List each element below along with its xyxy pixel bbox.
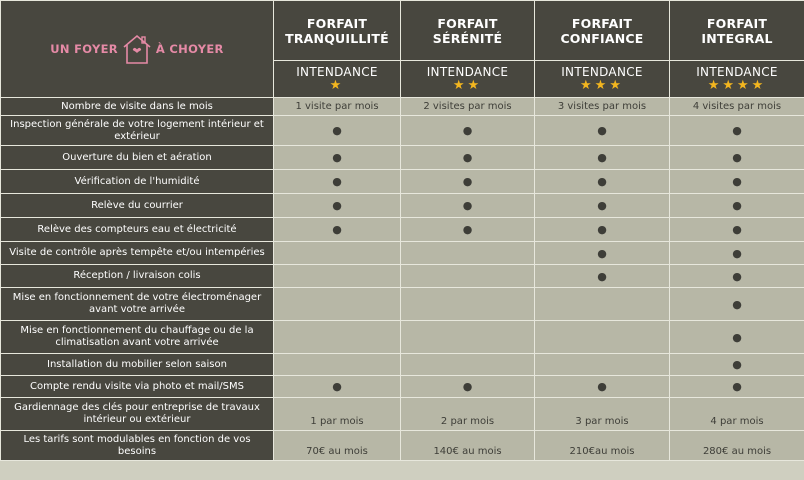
included-dot-icon: ● xyxy=(670,321,804,354)
table-row xyxy=(1,265,804,288)
table-row xyxy=(1,218,804,242)
included-dot-icon: ● xyxy=(670,170,804,194)
brand-logo xyxy=(5,33,269,65)
tier-title-line2: CONFIANCE xyxy=(560,30,644,46)
included-dot-icon: ● xyxy=(274,170,401,194)
row-label: Relève des compteurs eau et électricité xyxy=(1,218,274,242)
table-row xyxy=(1,242,804,265)
brand-text-left: UN FOYER xyxy=(50,42,118,56)
included-dot-icon: ● xyxy=(670,116,804,146)
row-label: Nombre de visite dans le mois xyxy=(1,98,274,116)
table-row xyxy=(1,116,804,146)
tier-title-line2: INTEGRAL xyxy=(701,30,773,46)
features-body xyxy=(1,98,804,461)
row-label: Compte rendu visite via photo et mail/SMS xyxy=(1,376,274,398)
row-label: Installation du mobilier selon saison xyxy=(1,354,274,376)
table-cell: 140€ au mois xyxy=(401,431,535,461)
table-row xyxy=(1,170,804,194)
included-dot-icon: ● xyxy=(401,170,535,194)
tier-title-line2: TRANQUILLITÉ xyxy=(285,30,389,46)
table-cell: 2 par mois xyxy=(401,398,535,431)
included-dot-icon: ● xyxy=(670,288,804,321)
table-cell xyxy=(535,321,670,354)
tier-header-tranquillite xyxy=(274,1,401,61)
table-cell xyxy=(535,288,670,321)
table-cell: 70€ au mois xyxy=(274,431,401,461)
tier-header-serenite xyxy=(401,1,535,61)
tier-title-line1: FORFAIT xyxy=(706,15,768,31)
tier-title-line1: FORFAIT xyxy=(571,15,633,31)
included-dot-icon: ● xyxy=(535,242,670,265)
table-cell: 1 par mois xyxy=(274,398,401,431)
table-cell: 4 par mois xyxy=(670,398,804,431)
table-row xyxy=(1,321,804,354)
row-label: Les tarifs sont modulables en fonction de vos besoins xyxy=(1,431,274,461)
house-heart-icon xyxy=(122,33,152,65)
table-cell: 3 par mois xyxy=(535,398,670,431)
tier-header-integral xyxy=(670,1,804,61)
table-cell xyxy=(274,354,401,376)
table-row xyxy=(1,431,804,461)
included-dot-icon: ● xyxy=(670,146,804,170)
tier-subtitle: INTENDANCE xyxy=(696,65,778,79)
brand-text-right: À CHOYER xyxy=(155,42,224,56)
tier-header-confiance xyxy=(535,1,670,61)
included-dot-icon: ● xyxy=(535,194,670,218)
tier-level-serenite xyxy=(401,61,535,98)
tier-subtitle: INTENDANCE xyxy=(426,65,509,79)
tier-level-confiance xyxy=(535,61,670,98)
row-label: Ouverture du bien et aération xyxy=(1,146,274,170)
tier-title-line1: FORFAIT xyxy=(437,15,498,31)
included-dot-icon: ● xyxy=(535,376,670,398)
included-dot-icon: ● xyxy=(401,376,535,398)
tier-subtitle: INTENDANCE xyxy=(561,65,643,79)
tier-level-integral xyxy=(670,61,804,98)
included-dot-icon: ● xyxy=(274,376,401,398)
included-dot-icon: ● xyxy=(401,218,535,242)
table-cell: 2 visites par mois xyxy=(401,98,535,116)
row-label: Visite de contrôle après tempête et/ou intempéries xyxy=(1,242,274,265)
included-dot-icon: ● xyxy=(274,116,401,146)
included-dot-icon: ● xyxy=(535,170,670,194)
star-icon: ★ xyxy=(329,78,345,93)
table-cell xyxy=(401,242,535,265)
table-row xyxy=(1,146,804,170)
table-cell: 3 visites par mois xyxy=(535,98,670,116)
table-cell xyxy=(401,288,535,321)
included-dot-icon: ● xyxy=(670,265,804,288)
tier-subtitle: INTENDANCE xyxy=(296,65,378,79)
tier-title-line1: FORFAIT xyxy=(306,15,368,31)
included-dot-icon: ● xyxy=(401,146,535,170)
table-row xyxy=(1,194,804,218)
star-icon: ★★★ xyxy=(580,78,624,93)
included-dot-icon: ● xyxy=(535,265,670,288)
star-icon: ★★★★ xyxy=(707,78,767,93)
table-cell: 210€au mois xyxy=(535,431,670,461)
brand-logo-cell xyxy=(1,1,274,98)
included-dot-icon: ● xyxy=(535,218,670,242)
table-cell: 1 visite par mois xyxy=(274,98,401,116)
tier-title-line2: SÉRÉNITÉ xyxy=(432,30,503,46)
included-dot-icon: ● xyxy=(670,194,804,218)
row-label: Vérification de l'humidité xyxy=(1,170,274,194)
included-dot-icon: ● xyxy=(535,116,670,146)
table-cell xyxy=(401,265,535,288)
row-label: Réception / livraison colis xyxy=(1,265,274,288)
included-dot-icon: ● xyxy=(274,194,401,218)
table-cell xyxy=(274,321,401,354)
included-dot-icon: ● xyxy=(670,218,804,242)
header-row-titles xyxy=(1,1,804,61)
table-row xyxy=(1,288,804,321)
table-cell xyxy=(401,321,535,354)
tier-level-tranquillite xyxy=(274,61,401,98)
table-cell xyxy=(274,242,401,265)
row-label: Relève du courrier xyxy=(1,194,274,218)
table-cell xyxy=(535,354,670,376)
included-dot-icon: ● xyxy=(670,354,804,376)
table-cell xyxy=(274,288,401,321)
table-row xyxy=(1,398,804,431)
star-icon: ★★ xyxy=(452,78,483,93)
table-cell: 4 visites par mois xyxy=(670,98,804,116)
included-dot-icon: ● xyxy=(401,194,535,218)
row-label: Gardiennage des clés pour entreprise de travaux intérieur ou extérieur xyxy=(1,398,274,431)
included-dot-icon: ● xyxy=(670,242,804,265)
table-cell xyxy=(274,265,401,288)
included-dot-icon: ● xyxy=(274,218,401,242)
included-dot-icon: ● xyxy=(274,146,401,170)
row-label: Inspection générale de votre logement intérieur et extérieur xyxy=(1,116,274,146)
table-row xyxy=(1,354,804,376)
table-cell: 280€ au mois xyxy=(670,431,804,461)
included-dot-icon: ● xyxy=(535,146,670,170)
table-row xyxy=(1,376,804,398)
included-dot-icon: ● xyxy=(670,376,804,398)
included-dot-icon: ● xyxy=(401,116,535,146)
table-cell xyxy=(401,354,535,376)
table-row xyxy=(1,98,804,116)
row-label: Mise en fonctionnement du chauffage ou de la climatisation avant votre arrivée xyxy=(1,321,274,354)
row-label: Mise en fonctionnement de votre électroménager avant votre arrivée xyxy=(1,288,274,321)
